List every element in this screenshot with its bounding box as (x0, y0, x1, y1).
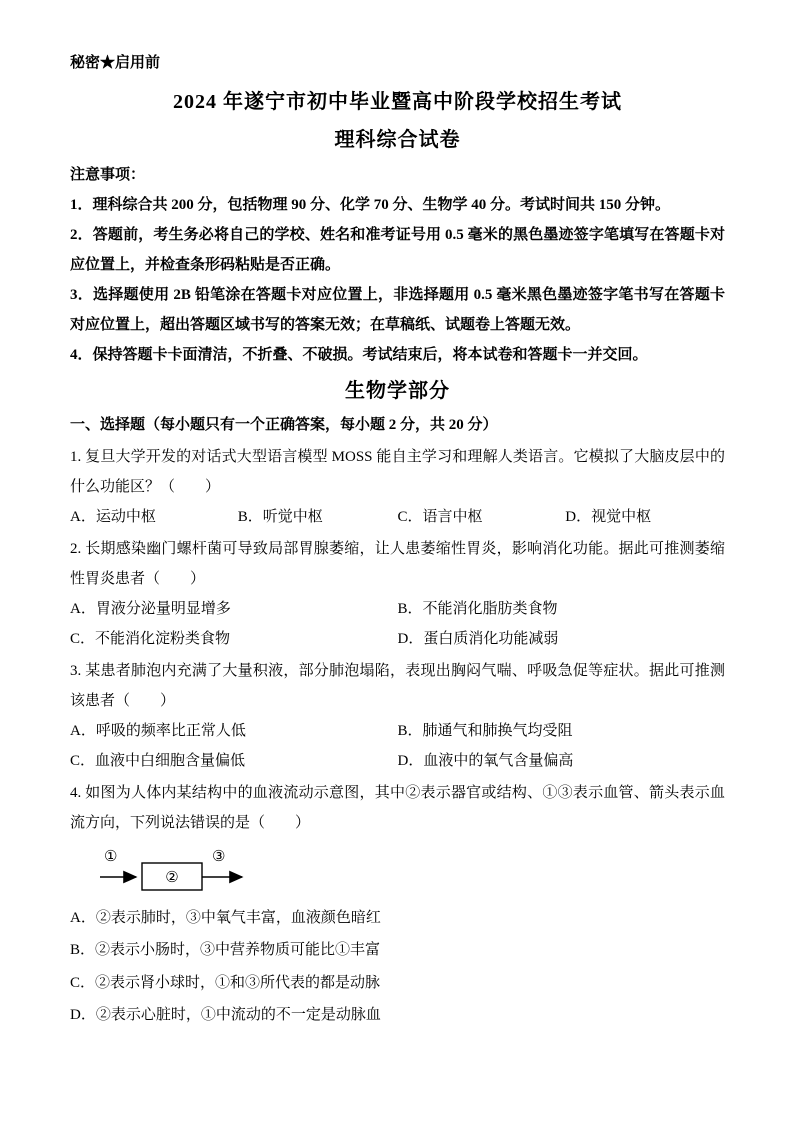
organ-label: ② (165, 870, 179, 886)
classification-label: 秘密★启用前 (70, 55, 161, 71)
q2-option-d: D．蛋白质消化功能减弱 (397, 631, 559, 647)
notice-item-4: 4．保持答题卡卡面清洁，不折叠、不破损。考试结束后，将本试卷和答题卡一并交回。 (70, 347, 648, 363)
question-2 (70, 534, 725, 654)
q1-option-b: B．听觉中枢 (237, 509, 323, 525)
question-3 (70, 656, 725, 776)
section-title-biology: 生物学部分 (345, 380, 450, 402)
question-4 (70, 778, 725, 1031)
question-1 (70, 442, 725, 532)
q3-option-a: A．呼吸的频率比正常人低 (70, 723, 246, 739)
q3-option-d: D．血液中的氧气含量偏高 (397, 753, 574, 769)
question-1-options (70, 502, 725, 532)
notice-item-2: 2．答题前，考生务必将自己的学校、姓名和准考证号用 0.5 毫米的黑色墨迹签字笔填写在答题卡对应位置上，并检查条形码粘贴是否正确。 (70, 227, 725, 273)
part-heading-multiple-choice: 一、选择题（每小题只有一个正确答案，每小题 2 分，共 20 分） (70, 417, 498, 433)
notice-item-3: 3．选择题使用 2B 铅笔涂在答题卡对应位置上，非选择题用 0.5 毫米黑色墨迹签字笔书写在答题卡对应位置上，超出答题区域书写的答案无效；在草稿纸、试题卷上答题无效。 (70, 287, 725, 333)
notice-heading: 注意事项： (70, 167, 146, 183)
q1-option-d: D．视觉中枢 (565, 509, 652, 525)
question-1-stem: 1. 复旦大学开发的对话式大型语言模型 MOSS 能自主学习和理解人类语言。它模拟了大脑皮层中的什么功能区？（ ） (70, 449, 725, 495)
question-4-figure (96, 846, 725, 896)
q4-option-c: C．②表示肾小球时，①和③所代表的都是动脉 (70, 974, 381, 991)
question-4-stem: 4. 如图为人体内某结构中的血液流动示意图，其中②表示器官或结构、①③表示血管、箭头表示血流方向，下列说法错误的是（ ） (70, 785, 725, 831)
q1-option-a: A．运动中枢 (70, 509, 156, 525)
inlet-vessel-label: ① (104, 849, 118, 865)
q4-option-d: D．②表示心脏时，①中流动的不一定是动脉血 (70, 1006, 381, 1023)
notice-item-1: 1．理科综合共 200 分，包括物理 90 分、化学 70 分、生物学 40 分。考试时间共 150 分钟。 (70, 197, 671, 213)
question-2-options (70, 594, 725, 654)
q4-option-b: B．②表示小肠时，③中营养物质可能比①丰富 (70, 942, 381, 959)
exam-subtitle: 理科综合试卷 (334, 129, 461, 151)
question-3-options (70, 716, 725, 776)
q4-option-a: A．②表示肺时，③中氧气丰富，血液颜色暗红 (70, 910, 381, 926)
question-3-stem: 3. 某患者肺泡内充满了大量积液，部分肺泡塌陷，表现出胸闷气喘、呼吸急促等症状。据此可推测该患者（ ） (70, 663, 725, 709)
blood-flow-diagram (96, 846, 276, 894)
question-4-options (70, 902, 725, 1031)
question-2-stem: 2. 长期感染幽门螺杆菌可导致局部胃腺萎缩，让人患萎缩性胃炎，影响消化功能。据此可推测萎缩性胃炎患者（ ） (70, 541, 725, 587)
q2-option-c: C．不能消化淀粉类食物 (70, 631, 231, 647)
q2-option-b: B．不能消化脂肪类食物 (397, 601, 558, 617)
exam-title: 2024 年遂宁市初中毕业暨高中阶段学校招生考试 (173, 91, 622, 113)
q3-option-b: B．肺通气和肺换气均受阻 (397, 723, 573, 739)
q1-option-c: C．语言中枢 (397, 509, 483, 525)
q3-option-c: C．血液中白细胞含量偏低 (70, 753, 246, 769)
q2-option-a: A．胃液分泌量明显增多 (70, 601, 231, 617)
outlet-vessel-label: ③ (212, 849, 226, 865)
